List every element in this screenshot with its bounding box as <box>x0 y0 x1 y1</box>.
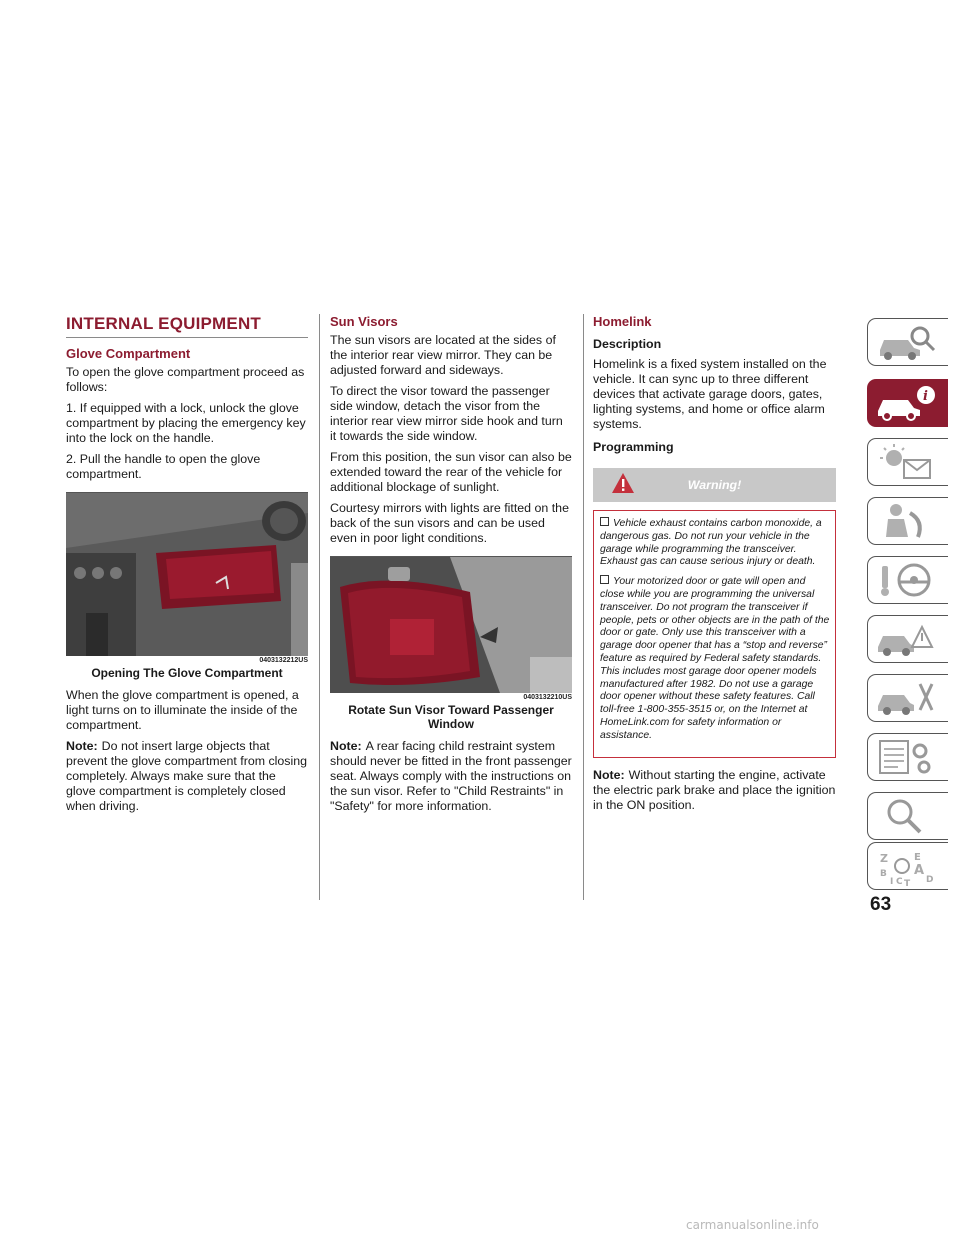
homelink-note <box>593 768 836 813</box>
warning-text-2: Your motorized door or gate will open and close while you are programming the universal transceiver. Do not program the transceiver if people, pets or other objects are in the path of the door or gate. Only use this transceiver with a garage door opener that has a “stop and reverse” feature as required by Federal safety standards. This includes most garage door opener models manufactured after 1982. Do not use a garage door opener without these safety features. Call toll-free 1-800-355-3515 or, on the Internet at HomeLink.com for safety information or assistance. <box>600 576 830 741</box>
note-text: Do not insert large objects that prevent the glove compartment from closing completely. Always make sure that the glove compartment is completely closed when driving. <box>66 739 308 813</box>
warning-title: Warning! <box>687 478 742 492</box>
column-divider <box>319 314 320 900</box>
column-sun-visors <box>330 314 572 820</box>
tab-car-info[interactable] <box>867 379 948 427</box>
svg-text:i: i <box>923 389 928 404</box>
visors-paragraph-1: The sun visors are located at the sides of the interior rear view mirror. They can be adjusted forward and sideways. <box>330 333 556 377</box>
visors-paragraph-2: To direct the visor toward the passenger side window, detach the visor from the interior rear view mirror side hook and turn it towards the side window. <box>330 384 563 443</box>
note-label: Note: <box>330 739 362 753</box>
column-divider <box>583 314 584 900</box>
svg-text:E: E <box>914 852 921 863</box>
programming-heading: Programming <box>593 440 674 454</box>
checkbox-bullet-icon <box>600 575 609 584</box>
glove-note <box>66 739 308 814</box>
tab-car-search[interactable] <box>867 318 948 366</box>
warning-lights-icon <box>874 442 938 482</box>
glove-compartment-title: Glove Compartment <box>66 346 191 361</box>
checkbox-bullet-icon <box>600 517 609 526</box>
glove-compartment-illustration <box>66 493 308 656</box>
homelink-description: Homelink is a fixed system installed on the vehicle. It can sync up to three different devices that activate garage doors, gates, lighting systems, and home or office alarm systems. <box>593 357 827 431</box>
car-search-icon <box>874 322 938 362</box>
glove-step-1: 1. If equipped with a lock, unlock the glove compartment by placing the emergency key into the lock on the handle. <box>66 401 306 445</box>
note-label: Note: <box>66 739 98 753</box>
tab-service[interactable] <box>867 674 948 722</box>
tab-safety[interactable] <box>867 497 948 545</box>
steering-wheel-icon <box>874 560 938 600</box>
tab-technical-specs[interactable] <box>867 733 948 781</box>
index-letters-icon <box>874 846 938 886</box>
note-text: Without starting the engine, activate the electric park brake and place the ignition in the ON position. <box>593 767 836 812</box>
page-number: 63 <box>870 894 892 915</box>
description-heading: Description <box>593 337 662 351</box>
tab-warning-lights[interactable] <box>867 438 948 486</box>
sun-visor-illustration <box>330 557 572 693</box>
magnifier-icon <box>874 796 938 836</box>
svg-text:B: B <box>880 869 887 879</box>
tab-search[interactable] <box>867 792 948 840</box>
visor-figure-caption: Rotate Sun Visor Toward Passenger Window <box>348 703 554 731</box>
svg-text:A: A <box>914 863 925 878</box>
note-text: A rear facing child restraint system should never be fitted in the front passenger seat. Always comply with the instructions on the sun visor. Refer to "Child Restraints" in "Safety" for more information. <box>330 739 572 813</box>
tab-index[interactable] <box>867 842 948 890</box>
svg-text:D: D <box>926 875 934 885</box>
column-glove-compartment <box>66 314 308 820</box>
glove-figure <box>66 492 308 664</box>
warning-header <box>593 468 836 502</box>
technical-specs-icon <box>874 737 938 777</box>
car-info-icon <box>874 383 938 423</box>
section-title: INTERNAL EQUIPMENT <box>66 314 308 338</box>
glove-after-text: When the glove compartment is opened, a light turns on to illuminate the inside of the compartment. <box>66 688 299 732</box>
warning-item-1 <box>600 517 831 569</box>
visor-figure-code: 0403132210US <box>523 694 572 701</box>
warning-box <box>593 510 836 758</box>
visors-paragraph-3: From this position, the sun visor can also be extended toward the rear of the vehicle for additional blockage of sunlight. <box>330 450 572 494</box>
svg-text:T: T <box>904 879 911 886</box>
car-service-icon <box>874 678 938 718</box>
sun-visors-title: Sun Visors <box>330 314 398 329</box>
safety-person-icon <box>874 501 938 541</box>
glove-figure-code: 0403132212US <box>259 657 308 664</box>
car-crash-icon <box>874 619 938 659</box>
watermark: carmanualsonline.info <box>686 1218 819 1232</box>
glove-step-2: 2. Pull the handle to open the glove compartment. <box>66 452 261 481</box>
note-label: Note: <box>593 767 625 782</box>
visor-figure <box>330 556 572 701</box>
glove-intro: To open the glove compartment proceed as follows: <box>66 365 305 394</box>
visors-paragraph-4: Courtesy mirrors with lights are fitted on the back of the sun visors and can be used even in poor light conditions. <box>330 501 569 545</box>
svg-text:I: I <box>890 877 894 886</box>
warning-triangle-icon <box>611 472 635 494</box>
column-homelink <box>593 314 836 819</box>
homelink-title: Homelink <box>593 314 652 329</box>
svg-text:Z: Z <box>880 852 888 865</box>
tab-emergency[interactable] <box>867 615 948 663</box>
visors-note <box>330 739 572 814</box>
tab-driving[interactable] <box>867 556 948 604</box>
warning-text-1: Vehicle exhaust contains carbon monoxide, a dangerous gas. Do not run your vehicle in the garage while programming the transceiver. Exhaust gas can cause serious injury or death. <box>600 518 822 568</box>
svg-text:C: C <box>896 877 903 886</box>
warning-item-2 <box>600 575 831 742</box>
glove-figure-caption: Opening The Glove Compartment <box>91 666 283 680</box>
